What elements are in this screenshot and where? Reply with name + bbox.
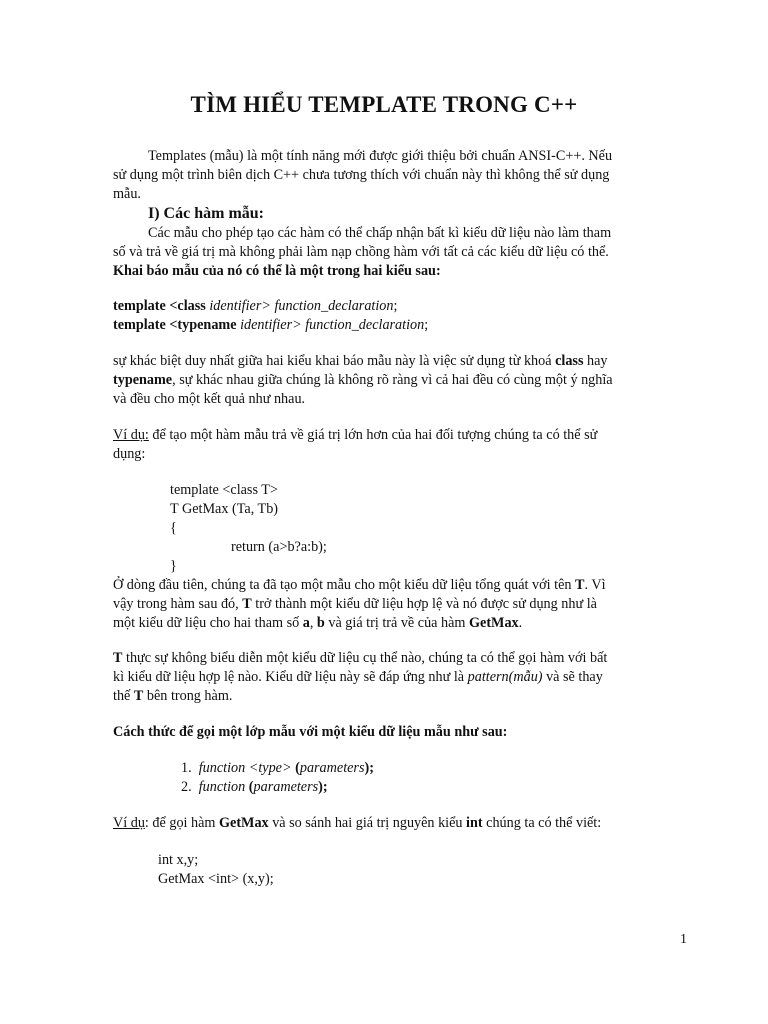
page-title: TÌM HIỂU TEMPLATE TRONG C++: [190, 92, 578, 117]
section-para-line-2: số và trả về giá trị mà không phải làm nạp chồng hàm với tất cả các kiểu dữ liệu có thể.: [113, 244, 609, 260]
call-heading: Cách thức để gọi một lớp mẫu với một kiểu dữ liệu mẫu như sau:: [113, 724, 508, 740]
intro-line-1: Templates (mẫu) là một tính năng mới được giới thiệu bởi chuẩn ANSI-C++. Nếu: [148, 148, 613, 164]
code-line: template <class T>: [170, 482, 278, 498]
declaration-heading: Khai báo mẫu của nó có thể là một trong hai kiểu sau:: [113, 263, 441, 279]
code-line: }: [170, 558, 177, 574]
intro-line-3: mẫu.: [113, 186, 141, 202]
list-item: 1. function <type> (parameters);: [181, 760, 374, 776]
explain-1-line-2: vậy trong hàm sau đó, T trở thành một kiểu dữ liệu hợp lệ và nó được sử dụng như là: [113, 596, 597, 612]
example-2-line: Ví dụ: để gọi hàm GetMax và so sánh hai giá trị nguyên kiểu int chúng ta có thể viết:: [113, 815, 602, 831]
diff-line-3: và đều cho một kết quả như nhau.: [113, 391, 306, 407]
explain-2-line-1: T thực sự không biểu diễn một kiểu dữ liệu cụ thể nào, chúng ta có thể gọi hàm với bất: [113, 650, 608, 666]
page-number: 1: [680, 932, 687, 947]
section-heading: I) Các hàm mẫu:: [148, 205, 264, 222]
code-line: {: [170, 520, 177, 536]
explain-1-line-3: một kiểu dữ liệu cho hai tham số a, b và giá trị trả về của hàm GetMax.: [113, 615, 523, 631]
code-line: T GetMax (Ta, Tb): [170, 501, 279, 517]
section-para-line-1: Các mẫu cho phép tạo các hàm có thể chấp nhận bất kì kiểu dữ liệu nào làm tham: [148, 225, 612, 241]
example-1-line-2: dụng:: [113, 446, 146, 462]
declaration-class: template <class identifier> function_declaration;: [113, 298, 398, 314]
explain-2-line-3: thế T bên trong hàm.: [113, 688, 233, 704]
diff-line-1: sự khác biệt duy nhất giữa hai kiểu khai báo mẫu này là việc sử dụng từ khoá class hay: [113, 353, 608, 369]
declaration-typename: template <typename identifier> function_declaration;: [113, 317, 429, 333]
list-item: 2. function (parameters);: [181, 779, 328, 795]
code-line: return (a>b?a:b);: [231, 539, 327, 555]
explain-2-line-2: kì kiểu dữ liệu hợp lệ nào. Kiểu dữ liệu này sẽ đáp ứng như là pattern(mẫu) và sẽ thay: [113, 669, 603, 685]
example-1-line-1: Ví dụ: để tạo một hàm mẫu trả về giá trị lớn hơn của hai đối tượng chúng ta có thể sử: [113, 427, 598, 443]
explain-1-line-1: Ở dòng đầu tiên, chúng ta đã tạo một mẫu cho một kiểu dữ liệu tổng quát với tên T. Vì: [113, 577, 606, 593]
code-line: GetMax <int> (x,y);: [158, 871, 274, 887]
code-line: int x,y;: [158, 852, 199, 868]
diff-line-2: typename, sự khác nhau giữa chúng là không rõ ràng vì cả hai đều có cùng một ý nghĩa: [113, 372, 613, 388]
intro-line-2: sử dụng một trình biên dịch C++ chưa tương thích với chuẩn này thì không thể sử dụng: [113, 167, 610, 183]
